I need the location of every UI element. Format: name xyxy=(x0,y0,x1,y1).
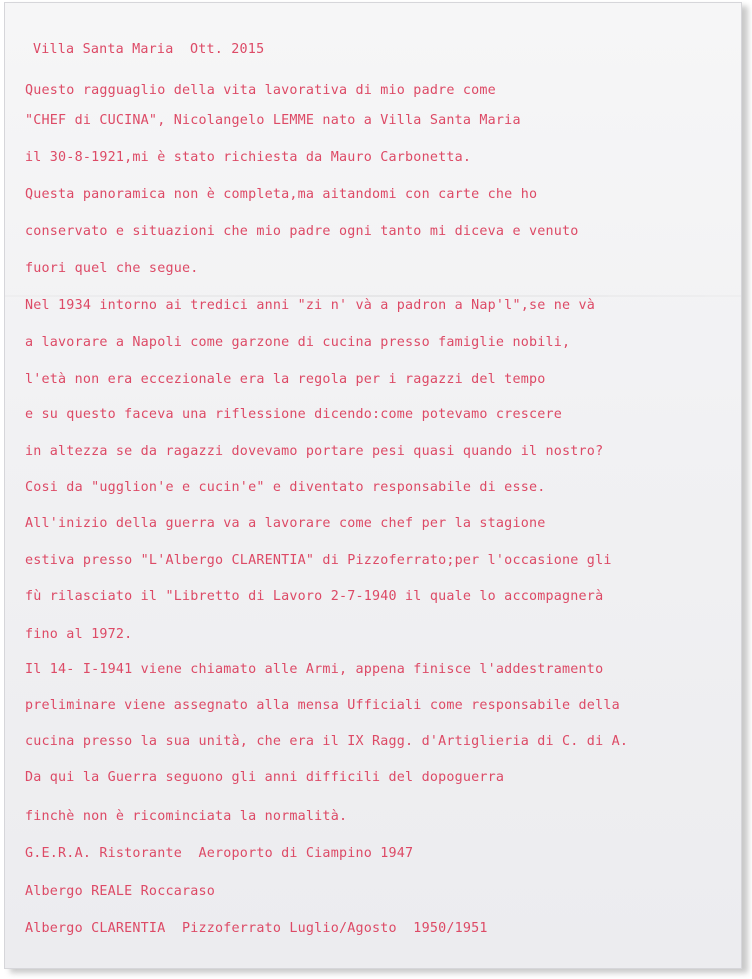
doc-line: estiva presso "L'Albergo CLARENTIA" di Pizzoferrato;per l'occasione gli xyxy=(25,553,612,568)
doc-line: l'età non era eccezionale era la regola per i ragazzi del tempo xyxy=(25,372,546,387)
doc-line: Nel 1934 intorno ai tredici anni "zi n' và a padron a Nap'l",se ne và xyxy=(25,298,596,313)
doc-line: Cosi da "ugglion'e e cucin'e" e diventato responsabile di esse. xyxy=(25,480,546,495)
doc-line: e su questo faceva una riflessione dicendo:come potevamo crescere xyxy=(25,407,563,422)
doc-line: Albergo CLARENTIA Pizzoferrato Luglio/Agosto 1950/1951 xyxy=(25,921,488,936)
doc-line: fù rilasciato il "Libretto di Lavoro 2-7-1940 il quale lo accompagnerà xyxy=(25,589,604,604)
doc-line: finchè non è ricominciata la normalità. xyxy=(25,809,348,824)
doc-line: "CHEF di CUCINA", Nicolangelo LEMME nato a Villa Santa Maria xyxy=(25,113,521,128)
typewritten-page xyxy=(4,2,742,969)
doc-line: Albergo REALE Roccaraso xyxy=(25,884,216,899)
doc-line: fuori quel che segue. xyxy=(25,261,199,276)
doc-line: cucina presso la sua unità, che era il IX Ragg. d'Artiglieria di C. di A. xyxy=(25,734,629,749)
doc-line: Il 14- I-1941 viene chiamato alle Armi, appena finisce l'addestramento xyxy=(25,662,604,677)
doc-line: Questa panoramica non è completa,ma aitandomi con carte che ho xyxy=(25,187,538,202)
doc-line: G.E.R.A. Ristorante Aeroporto di Ciampino 1947 xyxy=(25,846,414,861)
doc-date-line: Villa Santa Maria Ott. 2015 xyxy=(33,42,265,57)
doc-line: a lavorare a Napoli come garzone di cucina presso famiglie nobili, xyxy=(25,335,571,350)
doc-line: in altezza se da ragazzi dovevamo portare pesi quasi quando il nostro? xyxy=(25,444,604,459)
doc-line: Da qui la Guerra seguono gli anni difficili del dopoguerra xyxy=(25,770,505,785)
doc-line: preliminare viene assegnato alla mensa Ufficiali come responsabile della xyxy=(25,698,620,713)
doc-line: All'inizio della guerra va a lavorare come chef per la stagione xyxy=(25,516,546,531)
doc-line: fino al 1972. xyxy=(25,627,133,642)
doc-line: Questo ragguaglio della vita lavorativa di mio padre come xyxy=(25,83,496,98)
doc-line: conservato e situazioni che mio padre ogni tanto mi diceva e venuto xyxy=(25,224,579,239)
doc-line: il 30-8-1921,mi è stato richiesta da Mauro Carbonetta. xyxy=(25,150,472,165)
